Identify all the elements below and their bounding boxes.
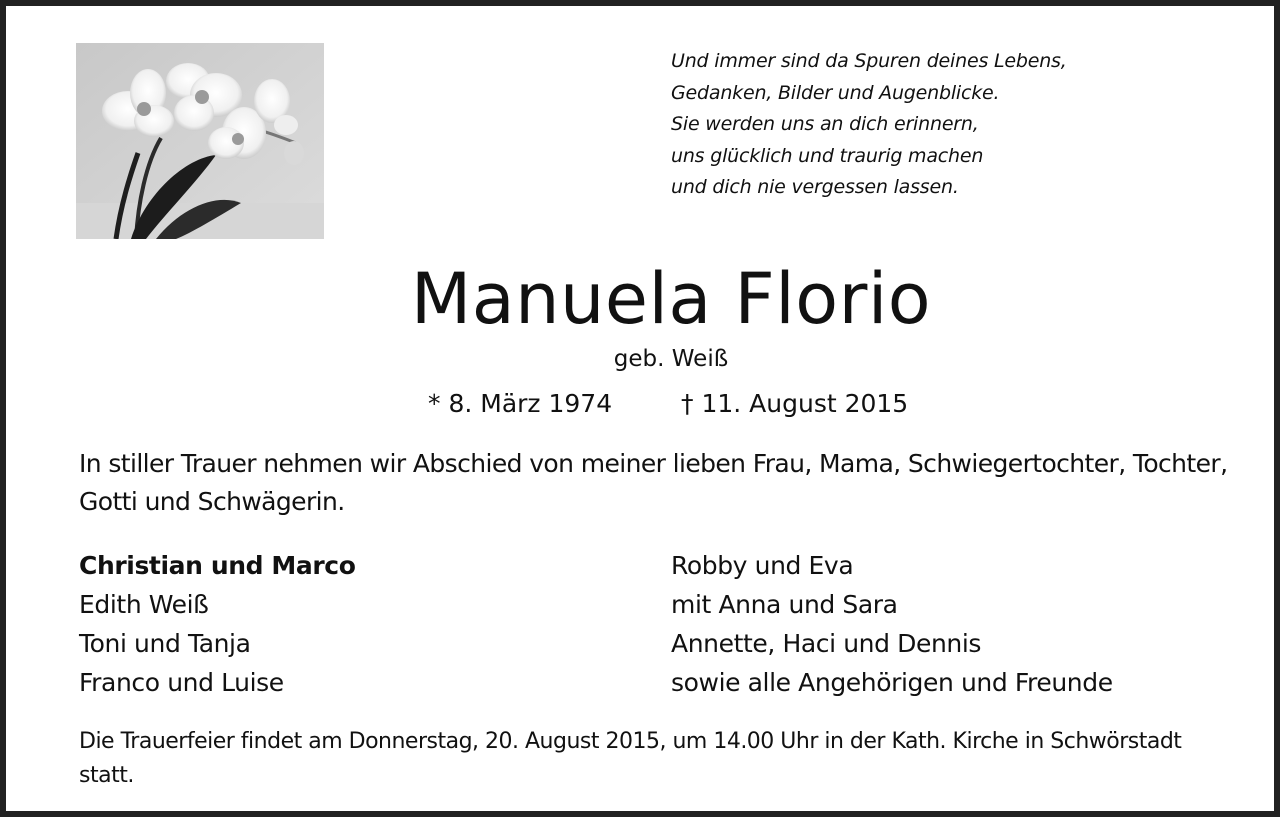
mourners-left-column (79, 546, 355, 702)
deceased-name: Manuela Florio (410, 258, 932, 340)
mourner-line: mit Anna und Sara (671, 590, 898, 619)
maiden-name: geb. Weiß (613, 346, 729, 372)
orchid-icon (76, 43, 324, 239)
mourner-line: Franco und Luise (79, 668, 284, 697)
birth-date: * 8. März 1974 (428, 389, 613, 418)
poem-line: Gedanken, Bilder und Augenblicke. (671, 81, 1000, 104)
mourner-line: Annette, Haci und Dennis (671, 629, 982, 658)
poem-line: Und immer sind da Spuren deines Lebens, (671, 50, 1067, 72)
funeral-service-notice: Die Trauerfeier findet am Donnerstag, 20. August 2015, um 14.00 Uhr in der Kath. Kirche in Schwörstadt statt. (79, 729, 1182, 788)
orchid-photo (76, 43, 324, 239)
mourner-line: Robby und Eva (671, 551, 854, 580)
poem-line: und dich nie vergessen lassen. (671, 176, 959, 198)
mourning-statement: In stiller Trauer nehmen wir Abschied von meiner lieben Frau, Mama, Schwiegertochter, Tochter, Gotti und Schwägerin. (79, 449, 1228, 516)
mourner-line: Christian und Marco (79, 551, 356, 580)
mourners-right-column (671, 546, 1113, 702)
mourner-line: Toni und Tanja (79, 629, 251, 658)
poem-line: uns glücklich und traurig machen (671, 144, 984, 167)
death-date: † 11. August 2015 (681, 389, 909, 418)
poem-line: Sie werden uns an dich erinnern, (671, 113, 979, 135)
mourner-line: Edith Weiß (79, 590, 209, 619)
memorial-poem (671, 46, 1231, 204)
mourner-line: sowie alle Angehörigen und Freunde (671, 668, 1113, 697)
